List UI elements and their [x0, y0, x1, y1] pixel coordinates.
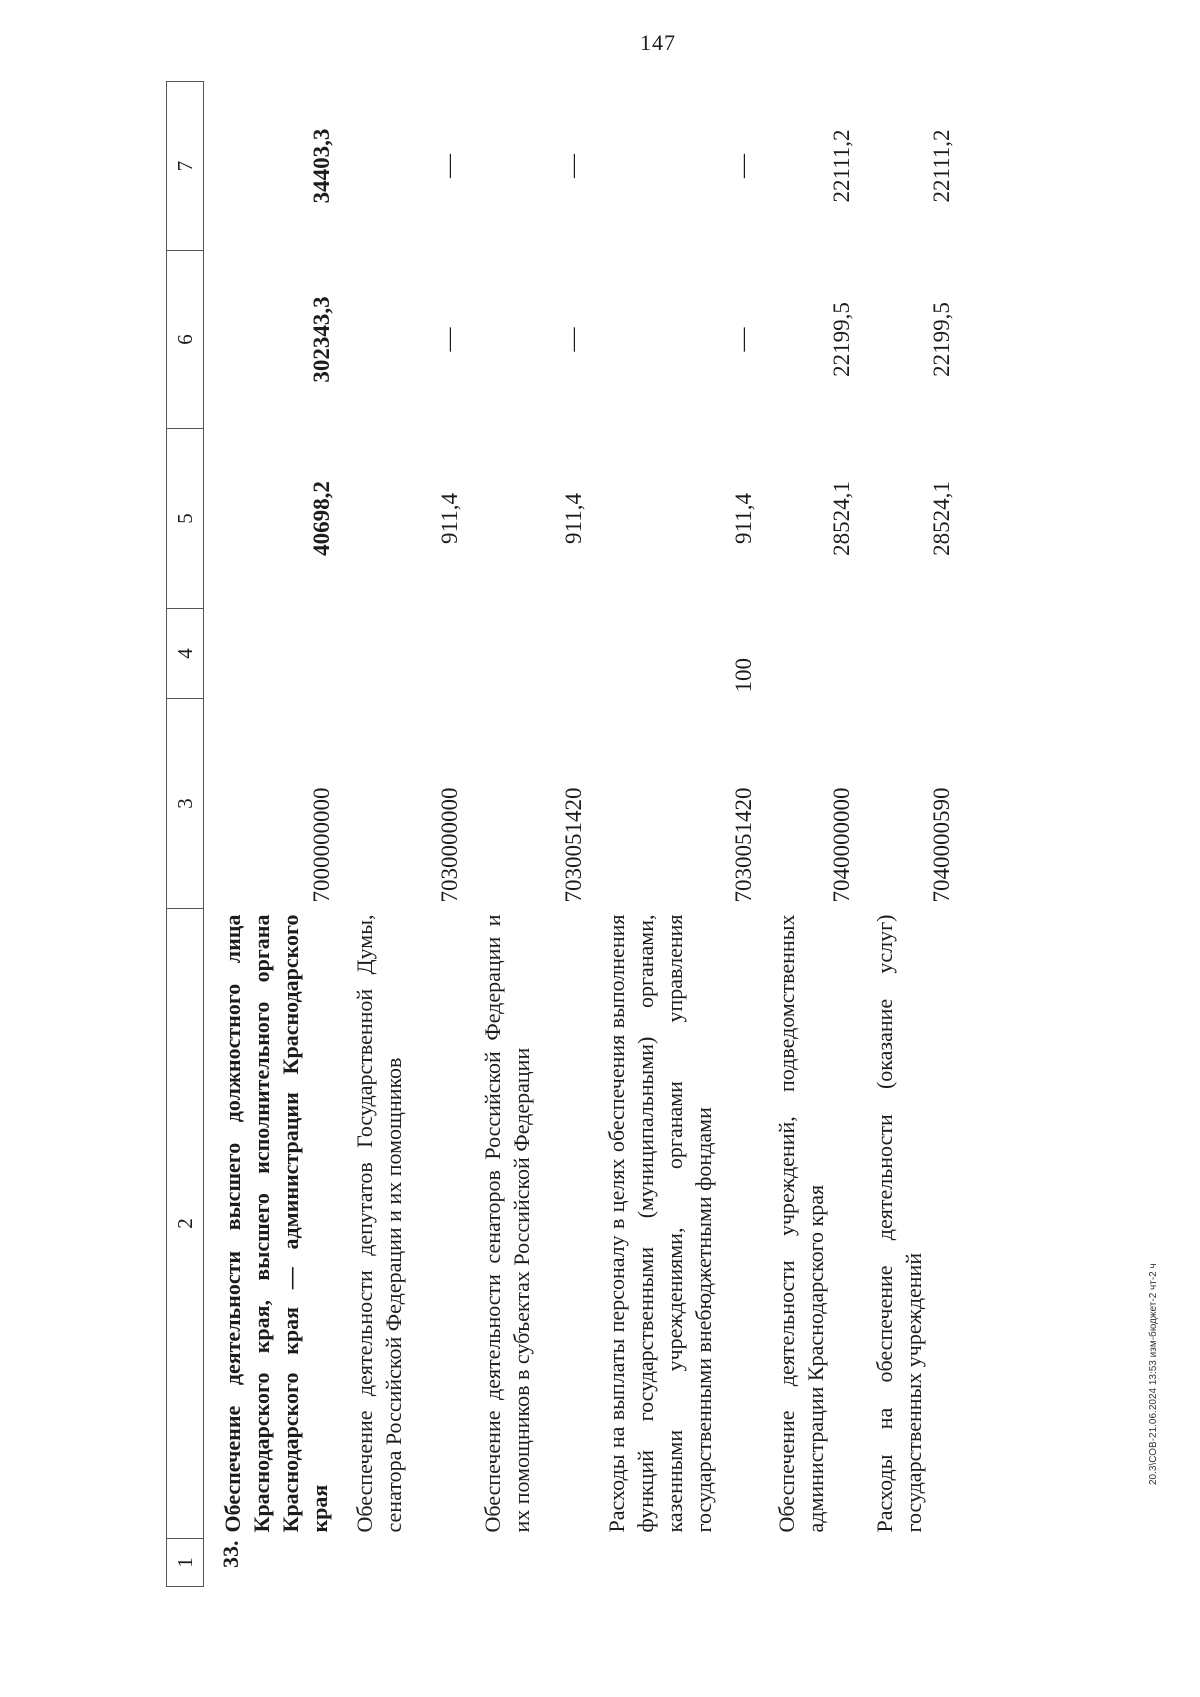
row-type [758, 609, 856, 699]
row-value-7: — [435, 154, 462, 178]
row-name: Обеспечение деятельности высшего должностного лица Краснодарского края, высшего исполнительного органа Краснодарского края — администрации Краснодарского края [220, 914, 332, 1533]
row-code: 7000000000 [308, 787, 334, 903]
row-type: 100 [730, 658, 756, 693]
row-value-6: — [435, 327, 462, 352]
row-value-5: 40698,2 [308, 481, 334, 556]
row-type [336, 609, 464, 699]
row-value-7: — [559, 154, 586, 178]
row-value-7: 34403,3 [308, 128, 334, 204]
header-col-6: 6 [167, 251, 204, 429]
row-number [336, 1539, 464, 1587]
header-row [167, 82, 204, 1587]
row-value-6: — [559, 327, 586, 352]
row-name: Обеспечение деятельности сенаторов Российской Федерации и их помощников в субъектах Российской Федерации [479, 914, 534, 1533]
row-value-5: 911,4 [560, 493, 586, 544]
header-col-4: 4 [167, 609, 204, 699]
row-code: 7040000590 [928, 787, 954, 903]
row-name: Обеспечение деятельности депутатов Государственной Думы, сенатора Российской Федерации и их помощников [351, 914, 406, 1533]
row-code: 7040000000 [828, 787, 854, 903]
table-row [464, 82, 588, 1587]
row-number [856, 1539, 956, 1587]
table-row [336, 82, 464, 1587]
row-value-6: 302343,3 [308, 296, 334, 383]
page-number: 147 [640, 30, 676, 55]
row-value-6: 22199,5 [828, 302, 854, 377]
row-value-7: 22111,2 [928, 129, 954, 203]
row-number: 33. [218, 1540, 243, 1568]
header-col-3: 3 [167, 699, 204, 909]
footer-stamp: 20.3\СОВ-21.06.2024 13:53 изм-бюджет-2 чт-2 ч [1148, 1263, 1159, 1485]
table-row [758, 82, 856, 1587]
row-value-6: 22199,5 [928, 302, 954, 377]
row-value-6: — [729, 327, 756, 352]
row-name: Обеспечение деятельности учреждений, подведомственных администрации Краснодарского края [773, 914, 828, 1533]
row-number [758, 1539, 856, 1587]
row-type [204, 609, 336, 699]
row-number [588, 1539, 758, 1587]
row-name: Расходы на обеспечение деятельности (оказание услуг) государственных учреждений [871, 914, 926, 1533]
row-type [464, 609, 588, 699]
row-type [856, 609, 956, 699]
row-code: 7030051420 [730, 787, 756, 903]
budget-table-rotated [166, 82, 998, 1587]
header-col-2: 2 [167, 909, 204, 1539]
row-number [464, 1539, 588, 1587]
row-value-5: 911,4 [730, 493, 756, 544]
table-row [588, 82, 758, 1587]
table-row [204, 82, 336, 1587]
header-col-1: 1 [167, 1539, 204, 1587]
row-value-5: 28524,1 [828, 481, 854, 556]
row-value-7: 22111,2 [828, 129, 854, 203]
row-value-5: 911,4 [436, 493, 462, 544]
row-value-5: 28524,1 [928, 481, 954, 556]
row-value-7: — [729, 154, 756, 178]
row-code: 7030000000 [436, 787, 462, 903]
table-row [856, 82, 956, 1587]
row-code: 7030051420 [560, 787, 586, 903]
header-col-7: 7 [167, 82, 204, 251]
row-name: Расходы на выплаты персоналу в целях обеспечения выполнения функций государственными (муниципальными) органами, казенными учреждениями, органами управления государственными внебюджетными фондами [603, 914, 716, 1533]
header-col-5: 5 [167, 429, 204, 609]
budget-table [166, 81, 956, 1587]
